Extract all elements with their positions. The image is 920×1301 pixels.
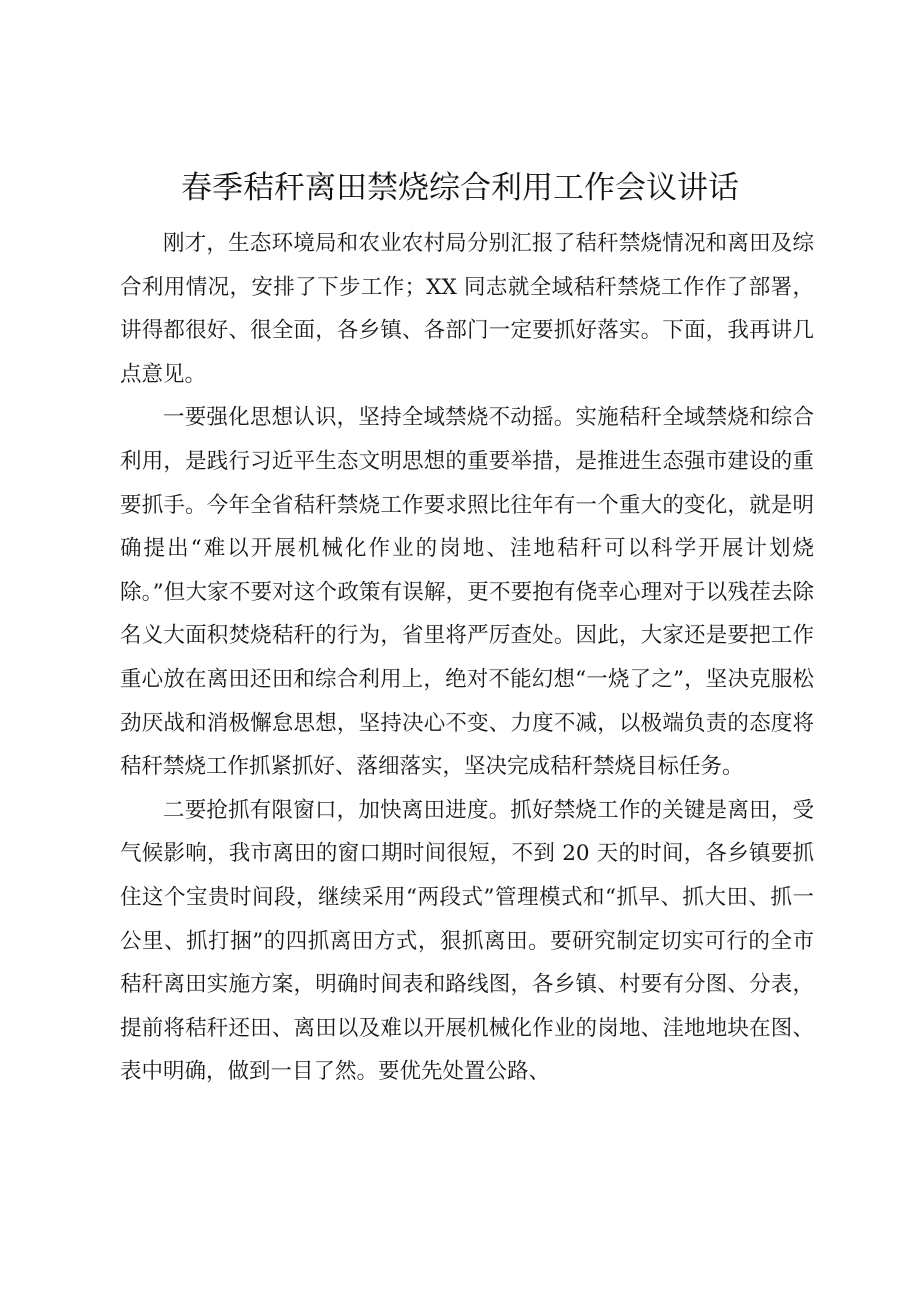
document-title: 春季秸秆离田禁烧综合利用工作会议讲话 <box>181 170 739 206</box>
paragraph-point-one: 一要强化思想认识，坚持全域禁烧不动摇。实施秸秆全域禁烧和综合利用，是践行习近平生态文明思想的重要举措，是推进生态强市建设的重要抓手。今年全省秸秆禁烧工作要求照比往年有一个重大的变化，就是明确提出“难以开展机械化作业的岗地、洼地秸秆可以科学开展计划烧除。”但大家不要对这个政策有误解，更不要抱有侥幸心理对于以残茬去除名义大面积焚烧秸秆的行为，省里将严厉查处。因此，大家还是要把工作重心放在离田还田和综合利用上，绝对不能幻想“一烧了之”，坚决克服松劲厌战和消极懈怠思想，坚持决心不变、力度不减，以极端负责的态度将秸秆禁烧工作抓紧抓好、落细落实，坚决完成秸秆禁烧目标任务。 <box>120 405 814 780</box>
document-body <box>120 222 814 1094</box>
paragraph-intro: 刚才，生态环境局和农业农村局分别汇报了秸秆禁烧情况和离田及综合利用情况，安排了下步工作；XX 同志就全域秸秆禁烧工作作了部署，讲得都很好、很全面，各乡镇、各部门一定要抓好落实。下面，我再讲几点意见。 <box>120 231 814 387</box>
paragraph-point-two: 二要抢抓有限窗口，加快离田进度。抓好禁烧工作的关键是离田，受气候影响，我市离田的窗口期时间很短，不到 20 天的时间，各乡镇要抓住这个宝贵时间段，继续采用“两段式”管理模式和“抓早、抓大田、抓一公里、抓打捆”的四抓离田方式，狠抓离田。要研究制定切实可行的全市秸秆离田实施方案，明确时间表和路线图，各乡镇、村要有分图、分表，提前将秸秆还田、离田以及难以开展机械化作业的岗地、洼地地块在图、表中明确，做到一目了然。要优先处置公路、 <box>120 797 814 1085</box>
